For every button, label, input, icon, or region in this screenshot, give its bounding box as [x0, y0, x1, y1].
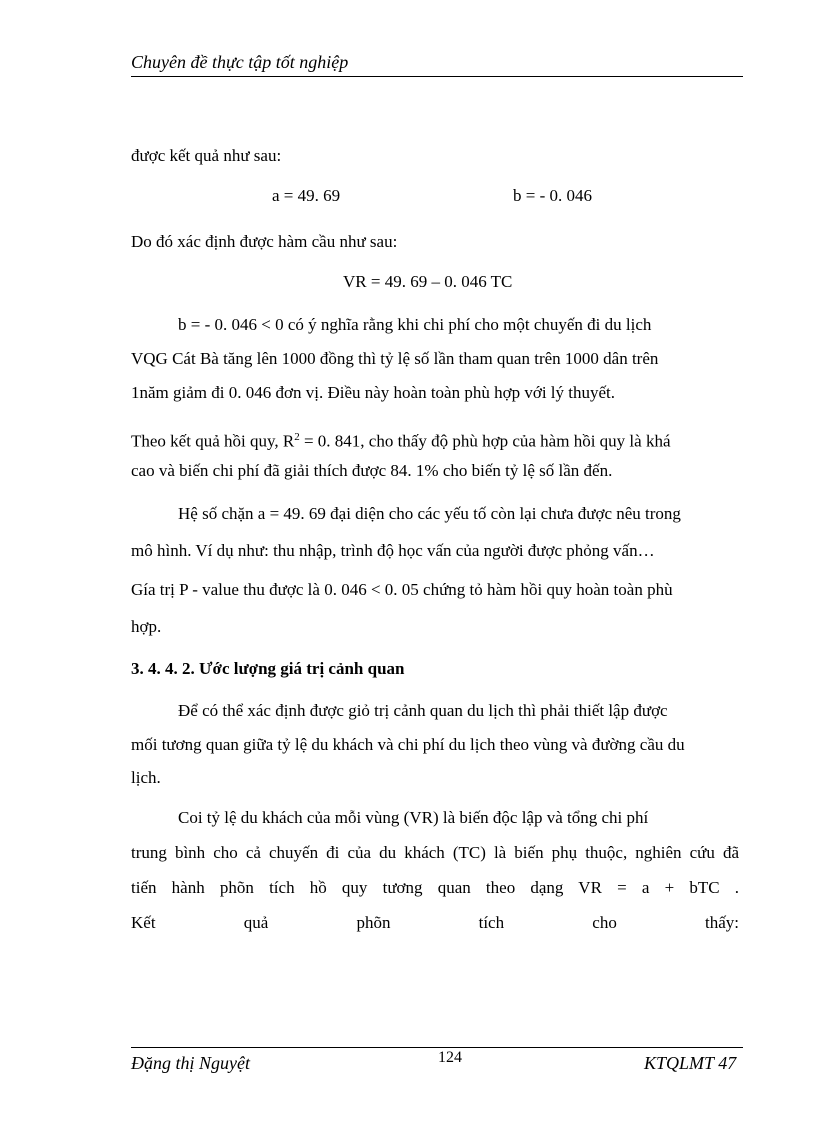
- page-header-title: Chuyên đề thực tập tốt nghiệp: [131, 52, 349, 72]
- text-line: được kết quả như sau:: [131, 146, 282, 165]
- paragraph-line: trung bình cho cả chuyến đi của du khách (TC) là biến phụ thuộc, nghiên cứu đã: [131, 843, 739, 862]
- paragraph-line: Coi tỷ lệ du khách của mỗi vùng (VR) là biến độc lập và tổng chi phí: [178, 808, 649, 827]
- text-span: = 0. 841, cho thấy độ phù hợp của hàm hồi quy là khá: [299, 431, 671, 451]
- paragraph-line: [131, 428, 671, 451]
- equation-a: a = 49. 69: [272, 186, 341, 205]
- paragraph-line: hợp.: [131, 617, 162, 636]
- paragraph-line: Để có thể xác định được giỏ trị cảnh quan du lịch thì phải thiết lập được: [178, 701, 668, 720]
- paragraph-line: VQG Cát Bà tăng lên 1000 đồng thì tỷ lệ số lần tham quan trên 1000 dân trên: [131, 349, 659, 368]
- demand-equation: VR = 49. 69 – 0. 046 TC: [343, 272, 513, 291]
- footer-code: KTQLMT 47: [644, 1053, 737, 1073]
- text-span: Theo kết quả hồi quy, R: [131, 431, 295, 451]
- paragraph-line: 1năm giảm đi 0. 046 đơn vị. Điều này hoàn toàn phù hợp với lý thuyết.: [131, 383, 616, 402]
- footer-author: Đặng thị Nguyệt: [131, 1053, 250, 1073]
- page-number: 124: [438, 1049, 462, 1066]
- section-heading: 3. 4. 4. 2. Ước lượng giá trị cảnh quan: [131, 659, 405, 678]
- paragraph-line: b = - 0. 046 < 0 có ý nghĩa rằng khi chi phí cho một chuyến đi du lịch: [178, 315, 652, 334]
- text-line: Do đó xác định được hàm cầu như sau:: [131, 232, 398, 251]
- paragraph-line: tiến hành phõn tích hồ quy tương quan theo dạng VR = a + bTC .: [131, 878, 739, 897]
- paragraph-line: mối tương quan giữa tỷ lệ du khách và chi phí du lịch theo vùng và đường cầu du: [131, 735, 685, 754]
- paragraph-line: cao và biến chi phí đã giải thích được 84. 1% cho biến tỷ lệ số lần đến.: [131, 461, 613, 480]
- paragraph-line: lịch.: [131, 768, 161, 787]
- paragraph-line: Hệ số chặn a = 49. 69 đại diện cho các yếu tố còn lại chưa được nêu trong: [178, 504, 681, 523]
- footer-divider: [131, 1047, 743, 1048]
- paragraph-line: Kết quả phõn tích cho thấy:: [131, 913, 739, 932]
- equation-b: b = - 0. 046: [513, 186, 592, 205]
- paragraph-line: mô hình. Ví dụ như: thu nhập, trình độ học vấn của người được phỏng vấn…: [131, 541, 655, 560]
- paragraph-line: Gía trị P - value thu được là 0. 046 < 0. 05 chứng tỏ hàm hồi quy hoàn toàn phù: [131, 580, 673, 599]
- header-divider: [131, 76, 743, 77]
- superscript: 2: [294, 431, 300, 443]
